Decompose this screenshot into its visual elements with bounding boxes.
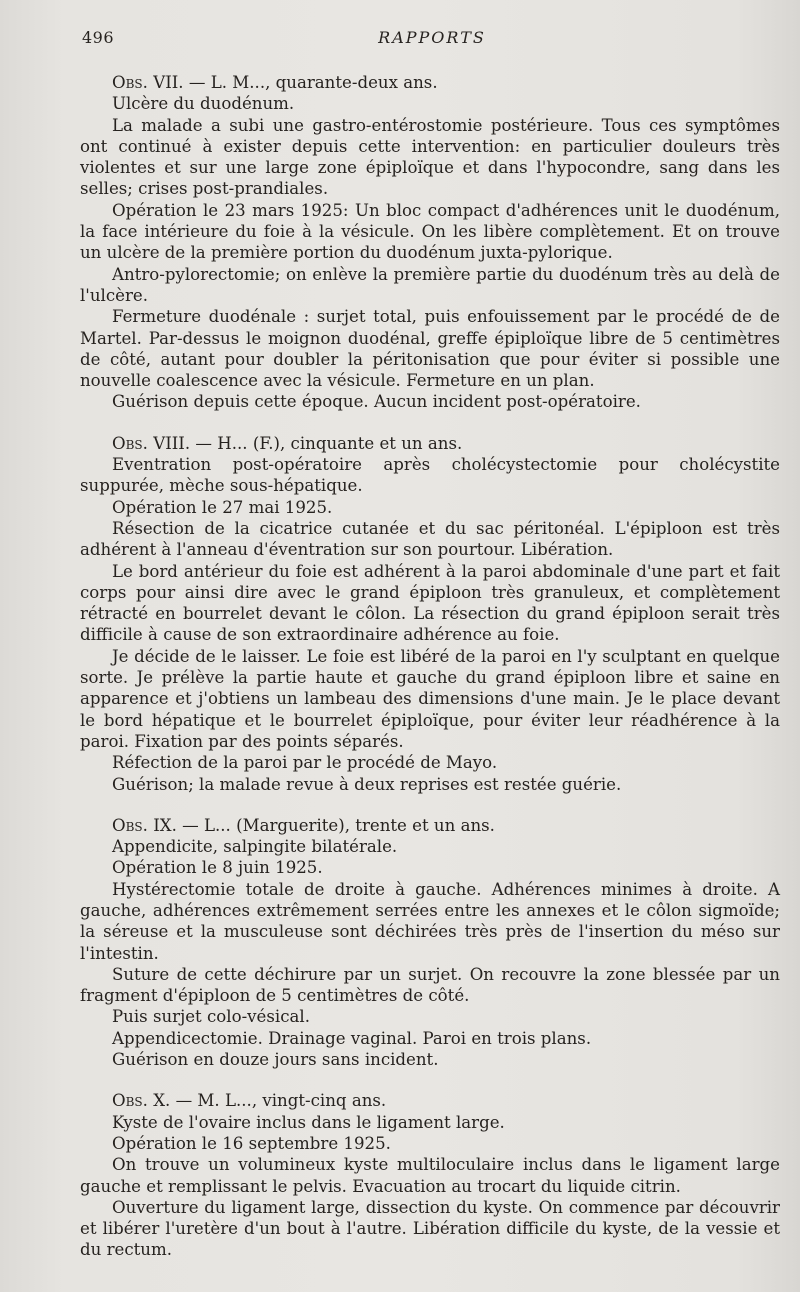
observation-ix <box>80 815 780 1071</box>
obs-label: Obs <box>112 73 143 92</box>
obs-heading-text: . VIII. — H... (F.), cinquante et un ans. <box>142 433 463 453</box>
observation-heading <box>80 815 780 836</box>
paragraph: Eventration post-opératoire après cholécystectomie pour cholécystite suppurée, mèche sous-hépatique. <box>80 455 780 496</box>
paragraph: Puis surjet colo-vésical. <box>112 1007 310 1027</box>
paragraph: Réfection de la paroi par le procédé de Mayo. <box>112 753 498 773</box>
paragraph: On trouve un volumineux kyste multiloculaire inclus dans le ligament large gauche et remplissant le pelvis. Evacuation au trocart du liquide citrin. <box>80 1155 780 1196</box>
paragraph: Opération le 16 septembre 1925. <box>112 1133 391 1153</box>
paragraph: Ouverture du ligament large, dissection du kyste. On commence par découvrir et libérer l'uretère d'un bout à l'autre. Libération difficile du kyste, de la vessie et du rectum. <box>80 1197 780 1260</box>
running-head <box>82 28 782 52</box>
paragraph: Opération le 23 mars 1925: Un bloc compact d'adhérences unit le duodénum, la face intérieure du foie à la vésicule. On les libère complètement. Et on trouve un ulcère de la première portion du duodénum juxta-pylorique. <box>80 200 780 263</box>
obs-heading-text: . X. — M. L..., vingt-cinq ans. <box>142 1091 387 1111</box>
paragraph: Opération le 8 juin 1925. <box>112 858 323 878</box>
observation-x <box>80 1090 780 1260</box>
paragraph: Ulcère du duodénum. <box>112 94 295 114</box>
paragraph: Appendicite, salpingite bilatérale. <box>112 837 398 857</box>
paragraph: Kyste de l'ovaire inclus dans le ligament large. <box>112 1112 505 1132</box>
observation-heading <box>80 433 780 454</box>
obs-label: Obs <box>112 1091 143 1111</box>
body-text <box>80 72 780 1281</box>
paragraph: Résection de la cicatrice cutanée et du sac péritonéal. L'épiploon est très adhérent à l'anneau d'éventration sur son pourtour. Libération. <box>80 518 780 560</box>
observation-heading <box>80 72 780 93</box>
running-title: RAPPORTS <box>378 28 486 47</box>
paragraph: Je décide de le laisser. Le foie est libéré de la paroi en l'y sculptant en quelque sorte. Je prélève la partie haute et gauche du grand épiploon libre et saine en apparence et j'obtiens un lambeau des dimensions d'une main. Je le place devant le bord hépatique et le bourrelet épiploïque, pour éviter leur réadhérence à la paroi. Fixation par des points séparés. <box>80 646 780 751</box>
paragraph: Guérison; la malade revue à deux reprises est restée guérie. <box>112 774 622 794</box>
paragraph: La malade a subi une gastro-entérostomie postérieure. Tous ces symptômes ont continué à exister depuis cette intervention: en particulier douleurs très violentes et sur une large zone épiploïque et dans l'hypocondre, sang dans les selles; crises post-prandiales. <box>80 115 780 199</box>
paragraph: Le bord antérieur du foie est adhérent à la paroi abdominale d'une part et fait corps pour ainsi dire avec le grand épiploon très granuleux, et complètement rétracté en bourrelet devant le côlon. La résection du grand épiploon serait très difficile à cause de son extraordinaire adhérence au foie. <box>80 561 780 645</box>
observation-heading <box>80 1090 780 1111</box>
observation-vii <box>80 72 780 413</box>
page-number: 496 <box>82 28 115 47</box>
paragraph: Suture de cette déchirure par un surjet. On recouvre la zone blessée par un fragment d'épiploon de 5 centimètres de côté. <box>80 964 780 1006</box>
obs-label: Obs <box>112 815 143 835</box>
paragraph: Appendicectomie. Drainage vaginal. Paroi en trois plans. <box>112 1028 592 1048</box>
paragraph: Antro-pylorectomie; on enlève la première partie du duodénum très au delà de l'ulcère. <box>80 264 780 305</box>
paragraph: Opération le 27 mai 1925. <box>112 497 333 517</box>
paragraph: Guérison depuis cette époque. Aucun incident post-opératoire. <box>112 392 641 412</box>
paragraph: Guérison en douze jours sans incident. <box>112 1050 439 1070</box>
observation-viii <box>80 433 780 795</box>
obs-label: Obs <box>112 433 143 453</box>
obs-heading-text: . IX. — L... (Marguerite), trente et un ans. <box>142 815 495 835</box>
paragraph: Fermeture duodénale : surjet total, puis enfouissement par le procédé de de Martel. Par-dessus le moignon duodénal, greffe épiploïque libre de 5 centimètres de côté, autant pour doubler la péritonisation que pour éviter si possible une nouvelle coalescence avec la vésicule. Fermeture en un plan. <box>80 307 780 391</box>
paragraph: Hystérectomie totale de droite à gauche. Adhérences minimes à droite. A gauche, adhérences extrêmement serrées entre les annexes et le côlon sigmoïde; la séreuse et la musculeuse sont déchirées très près de l'insertion du méso sur l'intestin. <box>80 879 780 963</box>
obs-heading-text: . VII. — L. M..., quarante-deux ans. <box>142 73 438 92</box>
